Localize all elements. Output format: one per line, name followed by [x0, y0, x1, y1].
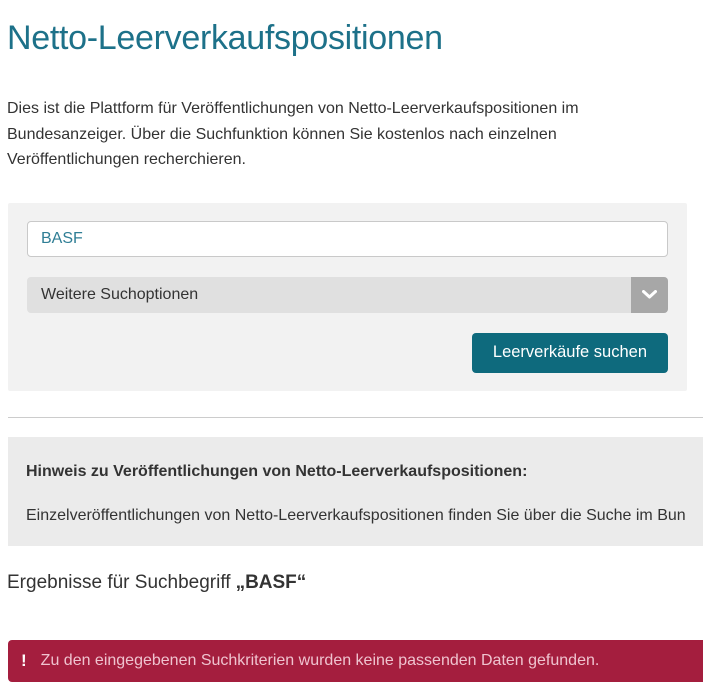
notice-box: [8, 437, 703, 546]
search-button-row: [27, 333, 668, 373]
results-label: Ergebnisse für Suchbegriff: [7, 571, 231, 593]
notice-body: Einzelveröffentlichungen von Netto-Leerverkaufspositionen finden Sie über die Suche im Bun: [26, 506, 686, 524]
search-options-toggle[interactable]: [27, 277, 668, 313]
results-summary: [7, 572, 703, 594]
search-submit-button[interactable]: Leerverkäufe suchen: [472, 333, 668, 373]
results-term: „BASF“: [235, 571, 307, 593]
exclamation-icon: !: [21, 650, 27, 670]
page-title: Netto-Leerverkaufspositionen: [7, 19, 443, 57]
alert-message: Zu den eingegebenen Suchkriterien wurden keine passenden Daten gefunden.: [40, 651, 600, 669]
divider: [8, 417, 703, 418]
no-results-alert: [8, 640, 703, 682]
chevron-down-icon[interactable]: [631, 277, 668, 313]
intro-text: Dies ist die Plattform für Veröffentlichungen von Netto-Leerverkaufspositionen im Bundesanzeiger. Über die Suchfunktion können Sie kostenlos nach einzelnen Veröffentlichungen recherchieren.: [7, 100, 579, 168]
notice-heading: Hinweis zu Veröffentlichungen von Netto-Leerverkaufspositionen:: [26, 462, 528, 480]
search-options-label: Weitere Suchoptionen: [41, 285, 199, 303]
search-panel: [8, 203, 687, 391]
search-input[interactable]: [27, 221, 668, 257]
